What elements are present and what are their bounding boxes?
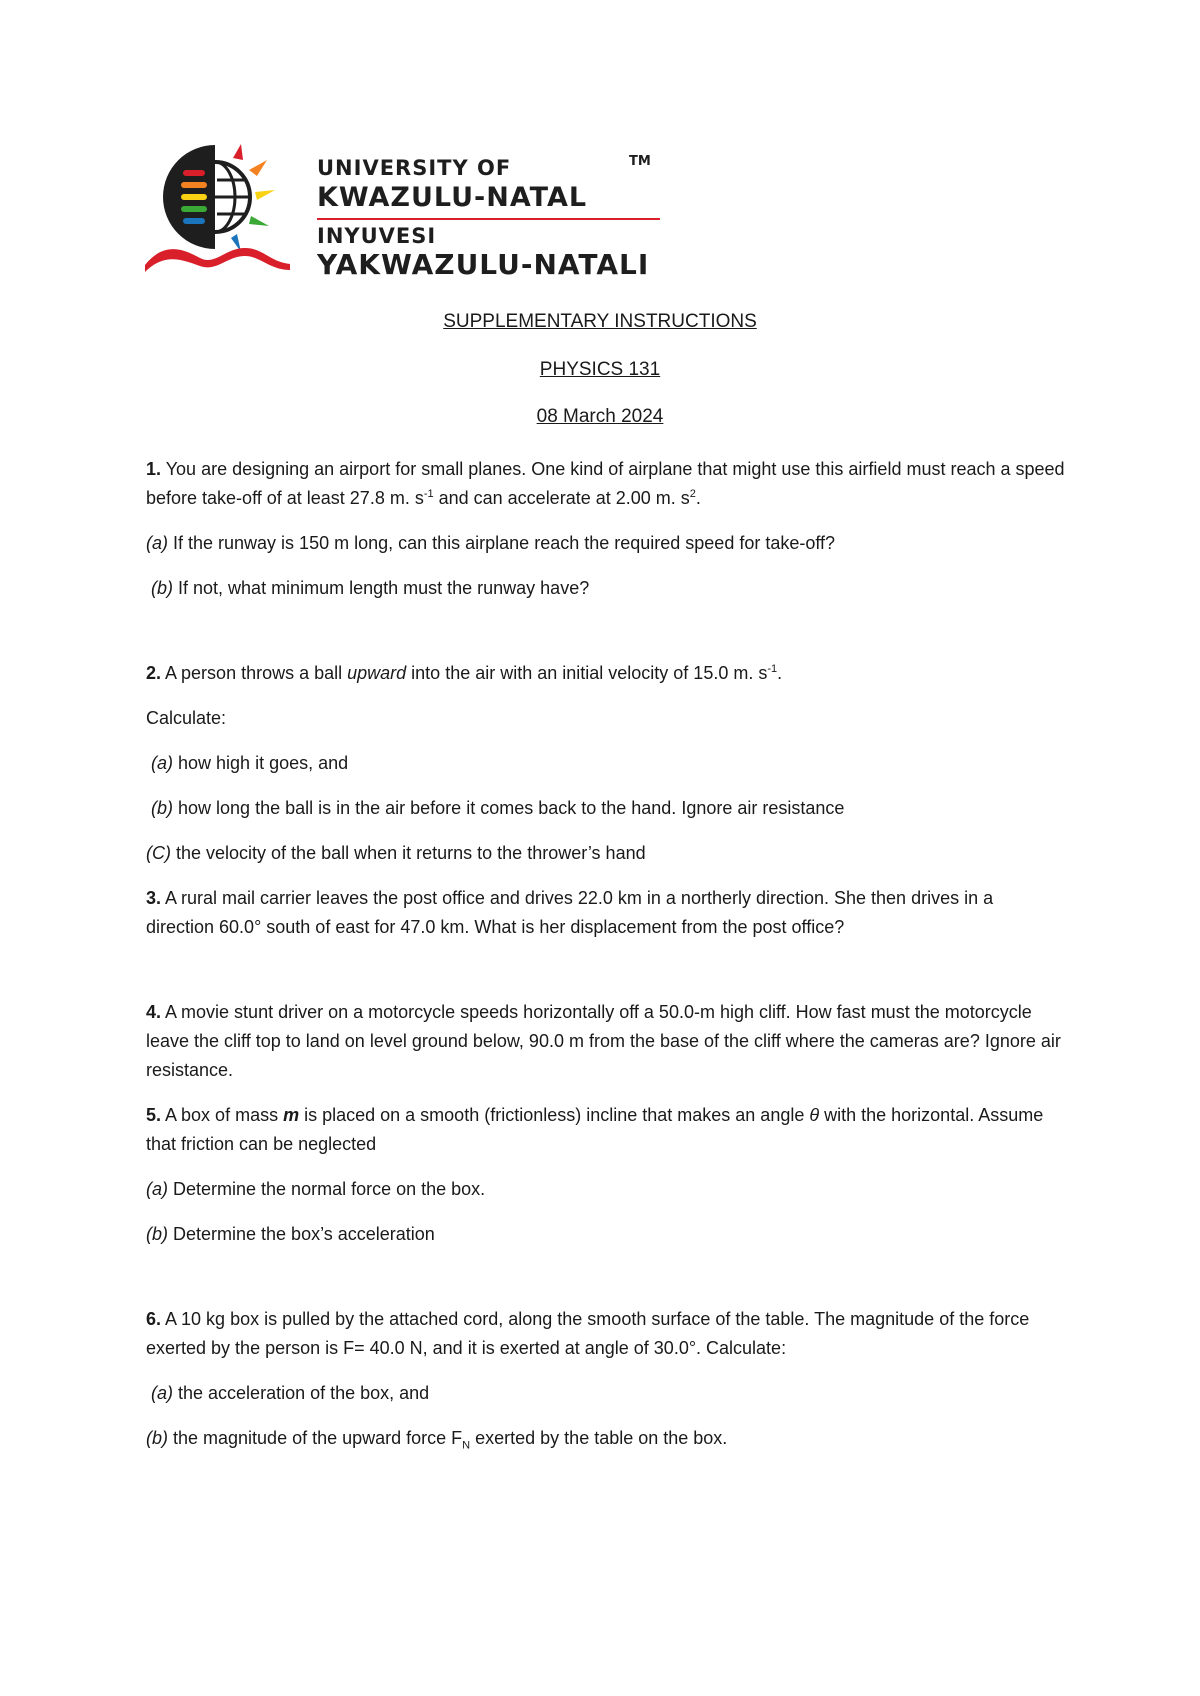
part-text: how long the ball is in the air before it comes back to the hand. Ignore air resistance [173, 798, 845, 818]
angle-symbol: θ [809, 1105, 820, 1125]
question-4 [146, 998, 1066, 1085]
superscript: -1 [767, 663, 778, 675]
part-label: (b) [151, 578, 174, 598]
question-2b [146, 794, 1066, 823]
part-text: Determine the box’s acceleration [168, 1224, 435, 1244]
question-5 [146, 1101, 1066, 1159]
university-logo [145, 140, 685, 290]
part-text: the velocity of the ball when it returns to the thrower’s hand [171, 843, 646, 863]
question-text: into the air with an initial velocity of 15.0 m. s [406, 663, 768, 683]
question-3 [146, 884, 1066, 942]
subscript: N [462, 1439, 471, 1452]
part-text: the acceleration of the box, and [173, 1383, 430, 1403]
part-label: (a) [146, 533, 168, 553]
part-text: the magnitude of the upward force F [168, 1428, 463, 1448]
part-text: exerted by the table on the box. [470, 1428, 728, 1448]
emphasis-text: upward [347, 663, 407, 683]
question-5a [146, 1175, 1066, 1204]
question-2 [146, 659, 1066, 688]
part-text: how high it goes, and [173, 753, 349, 773]
logo-line-3: INYUVESI [317, 224, 437, 248]
question-6 [146, 1305, 1066, 1363]
part-label: (a) [151, 1383, 174, 1403]
question-text: A person throws a ball [161, 663, 348, 683]
question-text: A rural mail carrier leaves the post office and drives 22.0 km in a northerly direction. She then drives in a direction 60.0° south of east for 47.0 km. What is her displacement from the post office? [146, 888, 994, 937]
logo-divider [317, 218, 660, 220]
question-6a [146, 1379, 1066, 1408]
question-5b [146, 1220, 1066, 1249]
question-number: 2. [146, 663, 162, 683]
question-text: . [695, 488, 701, 508]
part-label: (C) [146, 843, 171, 863]
superscript: 2 [689, 488, 696, 500]
document-date: 08 March 2024 [536, 406, 664, 427]
question-2a [146, 749, 1066, 778]
part-text: If the runway is 150 m long, can this airplane reach the required speed for take-off? [168, 533, 836, 553]
logo-line-1: UNIVERSITY OF [317, 156, 512, 180]
question-text: is placed on a smooth (frictionless) incline that makes an angle [299, 1105, 810, 1125]
question-text: A box of mass [161, 1105, 284, 1125]
question-text: and can accelerate at 2.00 m. s [433, 488, 690, 508]
question-number: 6. [146, 1309, 162, 1329]
question-text: A 10 kg box is pulled by the attached cord, along the smooth surface of the table. The magnitude of the force exerted by the person is F= 40.0 N, and it is exerted at angle of 30.0°. Calculate: [146, 1309, 1030, 1358]
question-text: . [777, 663, 783, 683]
question-2-calculate: Calculate: [146, 708, 227, 728]
question-number: 5. [146, 1105, 162, 1125]
logo-trademark: TM [629, 154, 651, 169]
question-text: You are designing an airport for small planes. One kind of airplane that might use this airfield must reach a speed before take-off of at least 27.8 m. s [146, 459, 1065, 508]
part-label: (a) [151, 753, 174, 773]
part-label: (a) [146, 1179, 168, 1199]
question-number: 3. [146, 888, 162, 908]
question-1a [146, 529, 1066, 558]
university-emblem-icon [145, 140, 295, 290]
logo-line-2: KWAZULU-NATAL [317, 182, 588, 213]
part-text: If not, what minimum length must the runway have? [173, 578, 590, 598]
question-6b [146, 1424, 1066, 1453]
question-number: 4. [146, 1002, 162, 1022]
question-1 [146, 455, 1066, 513]
part-label: (b) [146, 1224, 168, 1244]
question-text: A movie stunt driver on a motorcycle speeds horizontally off a 50.0-m high cliff. How fast must the motorcycle leave the cliff top to land on level ground below, 90.0 m from the base of the cliff where the cameras are? Ignore air resistance. [146, 1002, 1061, 1080]
part-text: Determine the normal force on the box. [168, 1179, 486, 1199]
question-text: with the horizontal. Assume that friction can be neglected [146, 1105, 1044, 1154]
question-1b [146, 574, 1066, 603]
part-label: (b) [151, 798, 174, 818]
superscript: -1 [423, 488, 434, 500]
question-2c [146, 839, 1066, 868]
questions-body [146, 455, 1066, 1453]
logo-line-4: YAKWAZULU-NATALI [317, 248, 650, 281]
question-number: 1. [146, 459, 162, 479]
part-label: (b) [146, 1428, 168, 1448]
mass-symbol: m [283, 1105, 300, 1125]
course-code: PHYSICS 131 [539, 359, 661, 380]
document-title: SUPPLEMENTARY INSTRUCTIONS [443, 311, 757, 332]
